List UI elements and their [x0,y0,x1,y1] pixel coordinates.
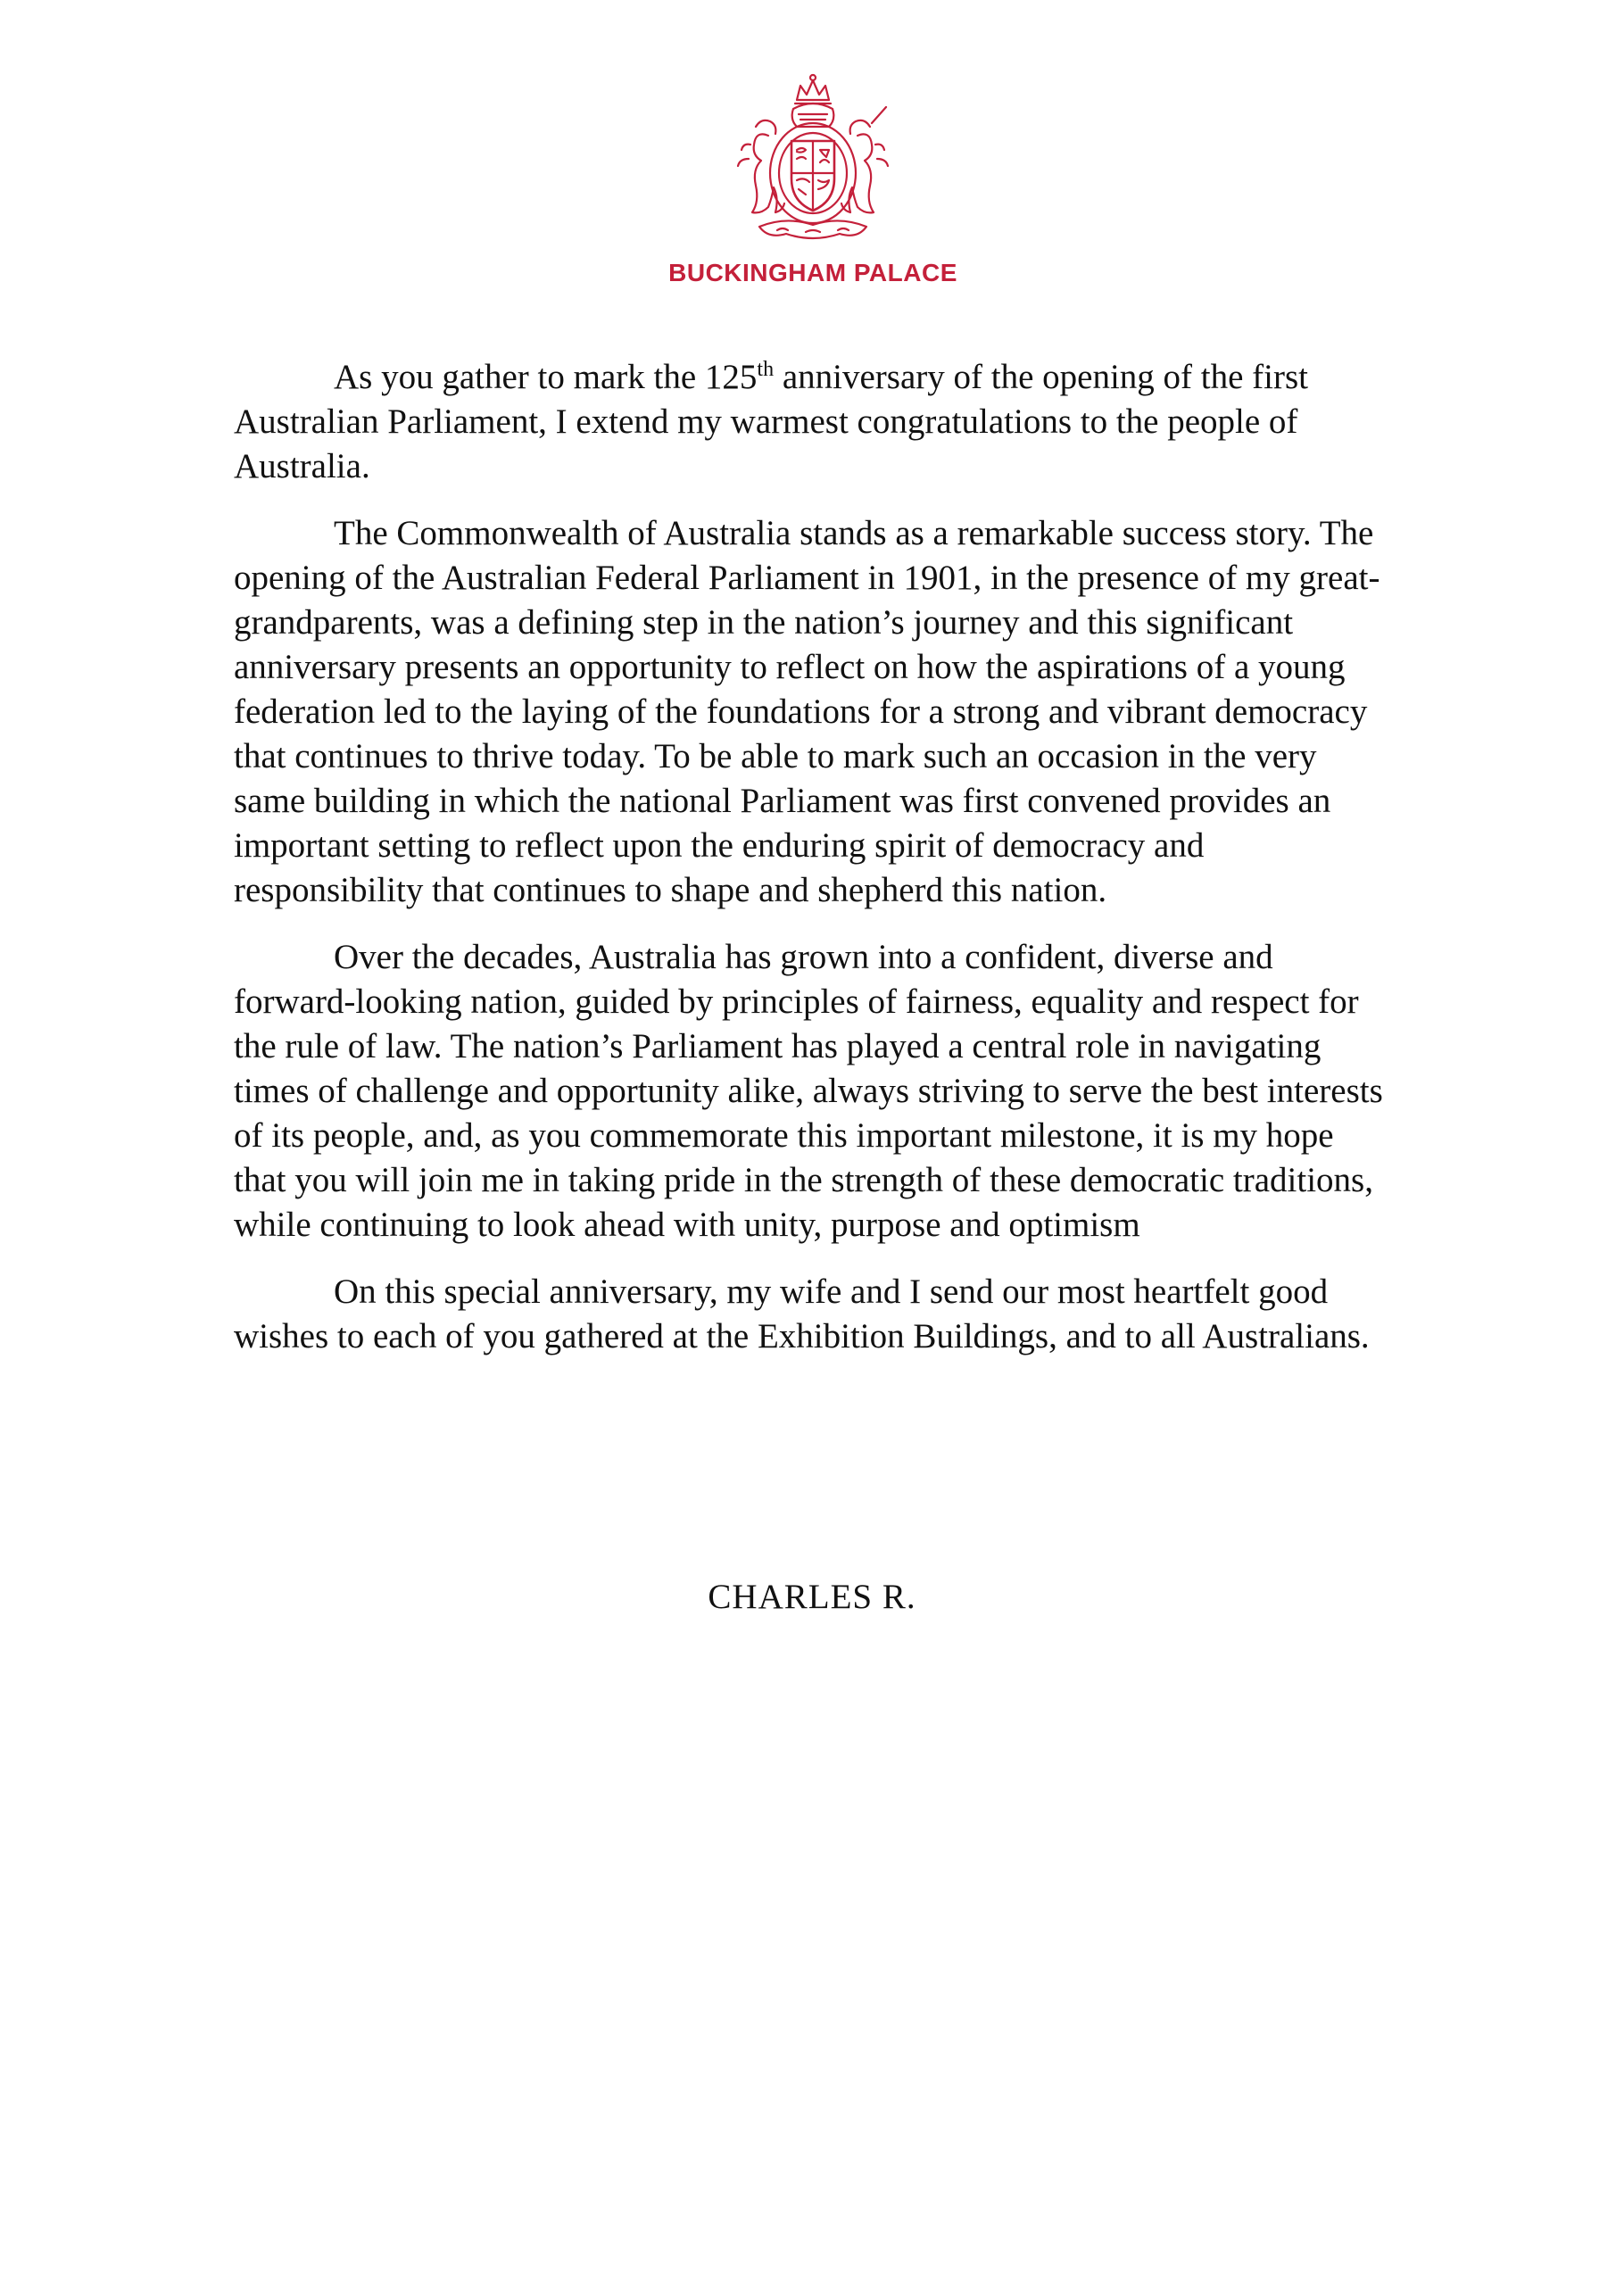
paragraph-4: On this special anniversary, my wife and I send our most heartfelt good wishes to each of you gathered at the Exhibition Buildings, and to all Australians. [234,1272,1370,1355]
paragraph-1-start: As you gather to mark the 125 [334,358,758,396]
paragraph-1 [234,355,1394,489]
paragraph-2: The Commonwealth of Australia stands as a remarkable success story. The opening of the Australian Federal Parliament in 1901, in the presence of my great-grandparents, was a defining step in the nation’s journey and this significant anniversary presents an opportunity to reflect on how the aspirations of a young federation led to the laying of the foundations for a strong and vibrant democracy that continues to thrive today. To be able to mark such an occasion in the very same building in which the national Parliament was first convened provides an important setting to reflect upon the enduring spirit of democracy and responsibility that continues to shape and shepherd this nation. [234,514,1380,909]
letter-body [234,355,1394,1381]
royal-coat-of-arms-icon [724,73,902,245]
letterhead-title: BUCKINGHAM PALACE [668,259,957,286]
letterhead [625,73,1001,296]
paragraph-3: Over the decades, Australia has grown into a confident, diverse and forward-looking nation, guided by principles of fairness, equality and respect for the rule of law. The nation’s Parliament has played a central role in navigating times of challenge and opportunity alike, always striving to serve the best interests of its people, and, as you commemorate this important milestone, it is my hope that you will join me in taking pride in the strength of these democratic traditions, while continuing to look ahead with unity, purpose and optimism [234,938,1383,1244]
signature: CHARLES R. [708,1578,916,1616]
paragraph-1-rest: anniversary of the opening of the first Australian Parliament, I extend my warmest congratulations to the people of Australia. [234,358,1308,485]
ordinal-suffix: th [757,358,775,381]
